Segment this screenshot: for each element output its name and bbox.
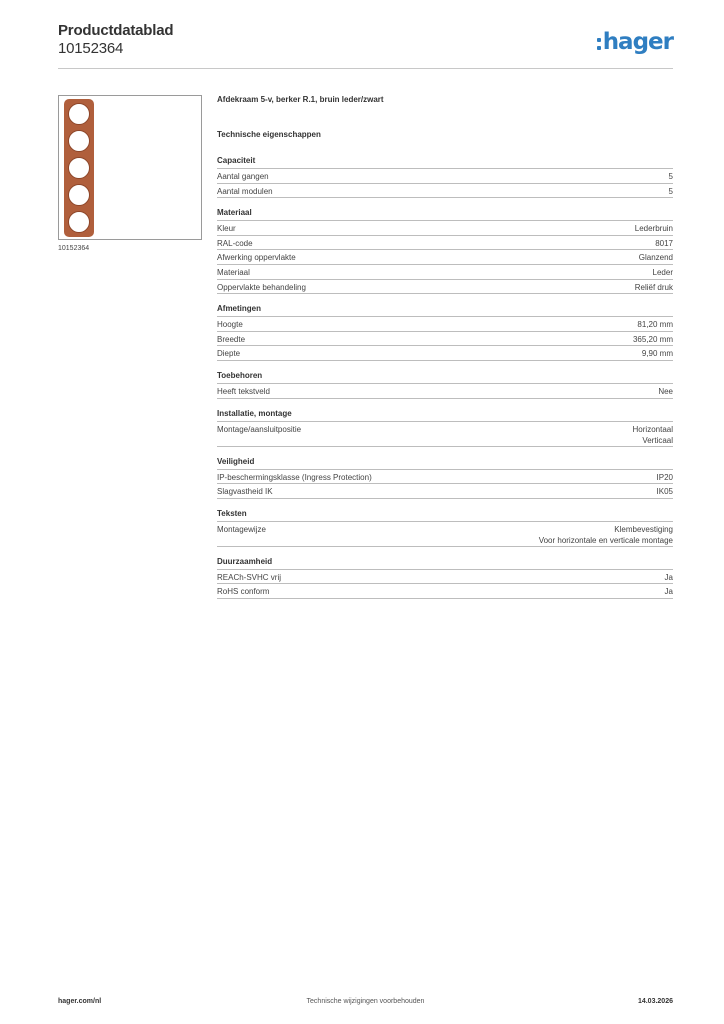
spec-label: Kleur [217,224,236,234]
spec-row [217,584,673,599]
spec-row [217,484,673,499]
spec-section-title: Toebehoren [217,370,673,384]
spec-label: IP-beschermingsklasse (Ingress Protection) [217,472,372,482]
spec-row [217,221,673,236]
spec-row [217,280,673,295]
spec-value-line: Ja [664,587,673,597]
spec-value [665,572,673,584]
spec-value-line: Nee [658,386,673,396]
main-content [217,95,673,608]
spec-value-line: Horizontaal [632,424,673,434]
spec-label: RAL-code [217,238,253,248]
spec-label: Aantal modulen [217,186,273,196]
spec-row [217,522,673,547]
spec-row [217,332,673,347]
frame-opening [69,104,90,125]
spec-section-title: Afmetingen [217,303,673,317]
spec-row [217,470,673,485]
spec-row [217,236,673,251]
spec-row [217,250,673,265]
spec-label: Materiaal [217,267,250,277]
spec-value [635,282,673,294]
spec-value-line: Klembevestiging [614,524,673,534]
spec-section-title: Installatie, montage [217,408,673,422]
spec-value [637,319,673,331]
spec-value-line: 81,20 mm [637,320,673,330]
spec-section [217,508,673,547]
document-number: 10152364 [58,40,124,57]
spec-value-line: Glanzend [638,253,673,263]
frame-opening [69,212,90,233]
spec-value [639,252,673,264]
spec-label: Breedte [217,334,246,344]
spec-value-line: Leder [652,267,673,277]
spec-label: Oppervlakte behandeling [217,282,306,292]
spec-label: Aantal gangen [217,172,269,181]
spec-section [217,370,673,399]
spec-section [217,303,673,361]
spec-label: RoHS conform [217,587,270,597]
spec-label: Afwerking oppervlakte [217,253,296,263]
spec-value-line: IP20 [656,472,673,482]
technical-properties-heading: Technische eigenschappen [217,130,321,139]
spec-value-line: Ja [664,572,673,582]
spec-value [633,424,673,446]
spec-label: Heeft tekstveld [217,386,270,396]
spec-value [539,524,673,546]
document-title: Productdatablad [58,22,174,39]
spec-section [217,155,673,198]
frame-opening [69,131,90,152]
spec-section-title: Teksten [217,508,673,522]
spec-value [669,186,673,198]
image-caption: 10152364 [58,245,90,252]
spec-value [657,472,673,484]
logo-text: hager [602,28,673,55]
spec-value [635,223,673,235]
spec-row [217,570,673,585]
spec-label: REACh-SVHC vrij [217,572,282,582]
cover-frame-image [59,96,203,241]
footer-notice: Technische wijzigingen voorbehouden [306,998,425,1005]
spec-value [665,586,673,598]
spec-value [658,386,673,398]
spec-label: Hoogte [217,320,243,330]
spec-section-title: Veiligheid [217,456,673,470]
spec-row [217,422,673,447]
spec-row [217,384,673,399]
specification-sections [217,155,673,599]
footer-website[interactable]: hager.com/nl [58,998,102,1005]
spec-value-line: Lederbruin [634,224,673,234]
spec-label: Montagewijze [217,524,266,534]
spec-row [217,346,673,361]
spec-section [217,207,673,294]
spec-value [633,334,673,346]
spec-value [655,238,673,250]
spec-section-title: Duurzaamheid [217,556,673,570]
product-image [58,95,202,240]
logo-dots-icon [597,38,601,50]
spec-value [669,171,673,183]
spec-value-line: IK05 [656,487,673,497]
spec-value [657,486,673,498]
frame-opening [69,158,90,179]
spec-label: Diepte [217,349,241,359]
spec-section-title: Capaciteit [217,155,673,169]
spec-value [653,267,673,279]
spec-row [217,169,673,184]
spec-label: Slagvastheid IK [217,487,273,497]
hager-logo [597,29,673,55]
spec-value-line: Reliëf druk [634,282,673,292]
spec-row [217,184,673,199]
page-header [58,22,673,69]
product-name: Afdekraam 5-v, berker R.1, bruin leder/zwart [217,95,384,104]
spec-value-line: 365,20 mm [632,334,673,344]
spec-section [217,556,673,599]
spec-value [642,348,673,360]
spec-row [217,317,673,332]
spec-row [217,265,673,280]
spec-value-line: 5 [668,172,673,181]
spec-section [217,456,673,499]
spec-section-title: Materiaal [217,207,673,221]
footer-date: 14.03.2026 [637,998,673,1005]
spec-value-line: 9,90 mm [641,349,673,359]
frame-opening [69,185,90,206]
spec-section [217,408,673,447]
spec-value-line: Voor horizontale en verticale montage [538,535,673,545]
spec-label: Montage/aansluitpositie [217,424,302,434]
spec-value-line: Verticaal [642,435,673,445]
spec-value-line: 5 [668,186,673,196]
spec-value-line: 8017 [655,238,673,248]
